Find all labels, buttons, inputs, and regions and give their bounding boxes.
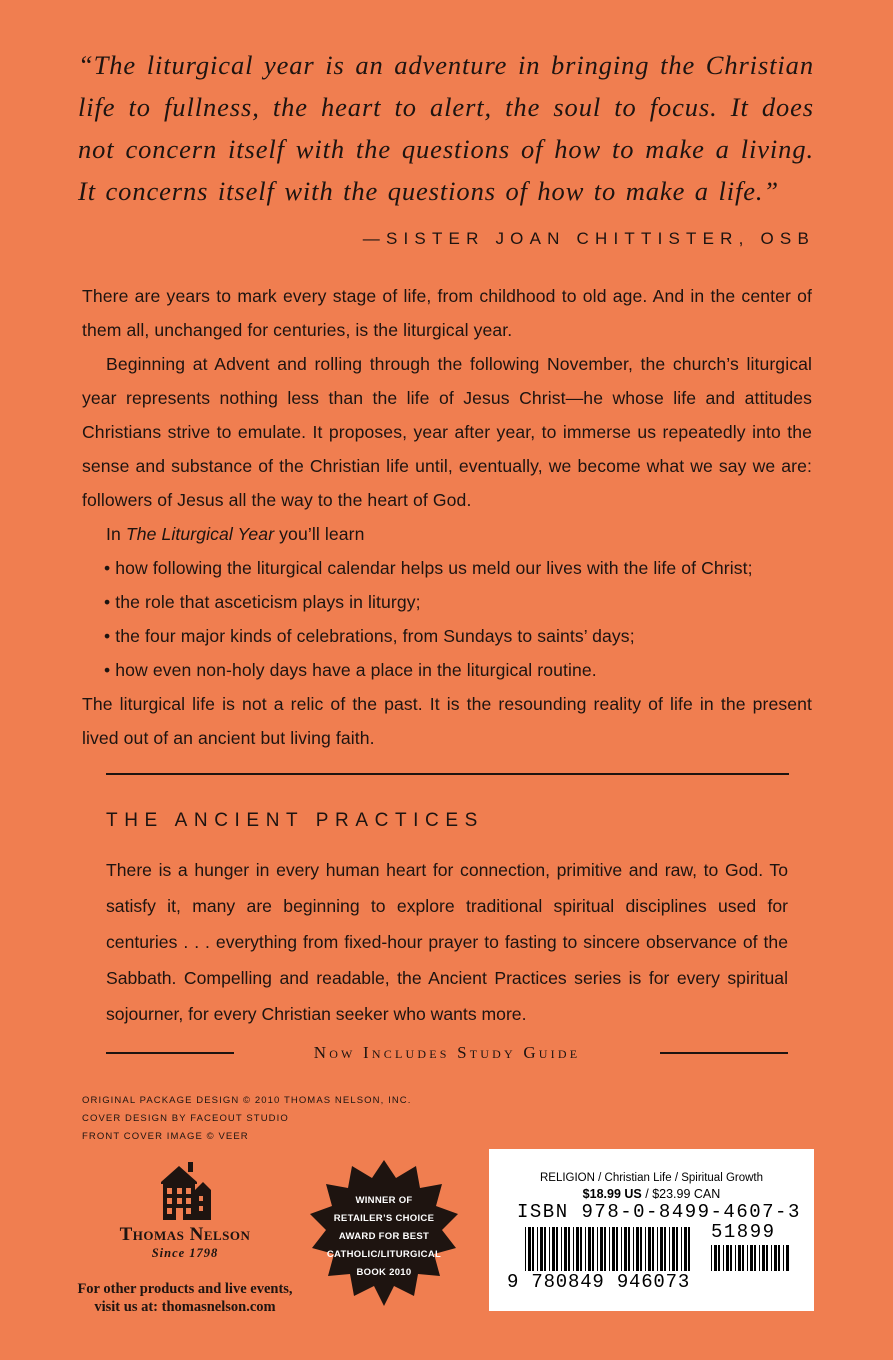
barcode-bar	[759, 1245, 760, 1271]
list-item: • how even non-holy days have a place in the liturgical routine.	[104, 653, 812, 687]
description-closing: The liturgical life is not a relic of the past. It is the resounding reality of life in the present lived out of an ancient but living faith.	[82, 694, 812, 748]
barcode-panel	[489, 1149, 814, 1311]
barcode-bar	[723, 1245, 724, 1271]
barcode-bar	[600, 1227, 603, 1271]
publisher-since: Since 1798	[151, 1246, 219, 1260]
barcode-bar	[528, 1227, 531, 1271]
barcode-bar	[730, 1245, 732, 1271]
barcode-bar	[762, 1245, 765, 1271]
barcode-bar	[621, 1227, 622, 1271]
barcode-bar	[597, 1227, 598, 1271]
price-line	[489, 1187, 814, 1201]
description-paragraph-1: There are years to mark every stage of life, from childhood to old age. And in the center of them all, unchanged for centuries, is the liturgical year.	[82, 286, 812, 340]
series-description: There is a hunger in every human heart for connection, primitive and raw, to God. To satisfy it, many are beginning to explore traditional spiritual disciplines used for centuries . . . everything from fixed-hour prayer to fasting to sincere observance of the Sabbath. Compelling and readable, the Ancient Practices series is for every spiritual sojourner, for every Christian seeker who wants more.	[106, 860, 788, 1024]
barcode-bar	[573, 1227, 574, 1271]
barcode-bar	[544, 1227, 546, 1271]
barcode-bar	[738, 1245, 741, 1271]
price-can: $23.99 CAN	[652, 1187, 721, 1201]
barcode-bar	[580, 1227, 582, 1271]
award-line: AWARD FOR BEST	[338, 1231, 430, 1242]
divider	[106, 773, 789, 775]
barcode-bar	[612, 1227, 615, 1271]
barcode-bar	[628, 1227, 630, 1271]
credit-line: FRONT COVER IMAGE © VEER	[82, 1131, 249, 1142]
award-text	[306, 1192, 462, 1282]
barcode-bar	[771, 1245, 772, 1271]
barcode-bar	[525, 1227, 526, 1271]
barcode-bar	[537, 1227, 538, 1271]
visit-url[interactable]: visit us at: thomasnelson.com	[94, 1299, 276, 1315]
study-guide-banner	[106, 1040, 788, 1066]
barcode-bar	[585, 1227, 586, 1271]
barcode-bar	[652, 1227, 654, 1271]
thomas-nelson-house-logo-icon	[155, 1160, 215, 1222]
barcode-bar	[604, 1227, 606, 1271]
barcode-bar	[640, 1227, 642, 1271]
list-item: • the four major kinds of celebrations, from Sundays to saints’ days;	[104, 619, 812, 653]
learn-intro-suffix: you’ll learn	[279, 524, 365, 544]
barcode-bar	[766, 1245, 768, 1271]
design-credits	[82, 1092, 411, 1146]
credit-line: ORIGINAL PACKAGE DESIGN © 2010 THOMAS NELSON, INC.	[82, 1095, 412, 1106]
barcode-bar	[561, 1227, 562, 1271]
barcode-bar	[742, 1245, 744, 1271]
barcode-bar	[711, 1245, 712, 1271]
learn-list	[82, 551, 812, 687]
barcode-bar	[568, 1227, 570, 1271]
award-line: BOOK 2010	[356, 1267, 412, 1278]
barcode-bar	[540, 1227, 543, 1271]
barcode-bar	[681, 1227, 682, 1271]
award-badge	[306, 1160, 462, 1312]
barcode-bar	[735, 1245, 736, 1271]
quote-attribution: —SISTER JOAN CHITTISTER, OSB	[362, 229, 815, 248]
award-line: RETAILER’S CHOICE	[333, 1213, 435, 1224]
barcode-bar	[592, 1227, 594, 1271]
barcode-bar	[636, 1227, 639, 1271]
barcode-bar	[783, 1245, 784, 1271]
ean-number: 9 780849 946073	[507, 1271, 691, 1293]
barcode-bar	[564, 1227, 567, 1271]
barcode-bar	[532, 1227, 534, 1271]
barcode-bar	[726, 1245, 729, 1271]
barcode-bar	[750, 1245, 753, 1271]
price-separator: /	[645, 1187, 649, 1201]
barcode-bar	[718, 1245, 720, 1271]
divider	[660, 1052, 788, 1054]
barcode-bar	[609, 1227, 610, 1271]
book-description	[82, 279, 812, 755]
bisac-category: RELIGION / Christian Life / Spiritual Growth	[539, 1172, 764, 1184]
barcode-bar	[549, 1227, 550, 1271]
award-line: WINNER OF	[355, 1195, 413, 1206]
barcode-bar	[576, 1227, 579, 1271]
barcode-bar	[624, 1227, 627, 1271]
publisher-block	[70, 1160, 300, 1316]
study-guide-label: Now Includes Study Guide	[313, 1043, 581, 1062]
barcode-bar	[552, 1227, 555, 1271]
barcode-bar	[672, 1227, 675, 1271]
series-heading: THE ANCIENT PRACTICES	[106, 810, 484, 831]
description-paragraph-2: Beginning at Advent and rolling through the following November, the church’s liturgical year represents nothing less than the life of Jesus Christ—he whose life and attitudes Christians strive to emulate. It proposes, year after year, to immerse us repeatedly into the sense and substance of the Christian life until, eventually, we become what we say we are: followers of Jesus all the way to the heart of God.	[82, 354, 812, 510]
divider	[106, 1052, 234, 1054]
publisher-name: Thomas Nelson	[119, 1224, 251, 1245]
pull-quote: “The liturgical year is an adventure in bringing the Christian life to fullness, the heart to alert, the soul to focus. It does not concern itself with the questions of how to make a living. It concerns itself with the questions of how to make a life.”	[78, 50, 814, 206]
barcode-bar	[684, 1227, 687, 1271]
barcode-bar	[714, 1245, 717, 1271]
barcode-bar	[664, 1227, 666, 1271]
barcode-bar	[633, 1227, 634, 1271]
barcode-bar	[747, 1245, 748, 1271]
barcode-bar	[688, 1227, 690, 1271]
barcode-bar	[754, 1245, 756, 1271]
barcode-bar	[676, 1227, 678, 1271]
credit-line: COVER DESIGN BY FACEOUT STUDIO	[82, 1113, 289, 1124]
list-item: • how following the liturgical calendar helps us meld our lives with the life of Christ;	[104, 551, 812, 585]
list-item: • the role that asceticism plays in liturgy;	[104, 585, 812, 619]
learn-intro	[82, 517, 812, 551]
price-addon-number: 51899	[711, 1221, 776, 1243]
barcode-bar	[657, 1227, 658, 1271]
barcode-bar	[645, 1227, 646, 1271]
barcode-bar	[648, 1227, 651, 1271]
visit-line: For other products and live events,	[77, 1281, 293, 1297]
publisher-visit	[70, 1280, 300, 1316]
barcode-bar	[556, 1227, 558, 1271]
barcode-bar	[778, 1245, 780, 1271]
isbn-number: ISBN 978-0-8499-4607-3	[517, 1201, 801, 1223]
price-us: $18.99 US	[582, 1187, 642, 1201]
barcode-bar	[588, 1227, 591, 1271]
barcode-bar	[669, 1227, 670, 1271]
barcode-bar	[660, 1227, 663, 1271]
book-title: The Liturgical Year	[125, 524, 275, 544]
barcode-bar	[616, 1227, 618, 1271]
award-line: CATHOLIC/LITURGICAL	[326, 1249, 442, 1260]
learn-intro-prefix: In	[106, 524, 121, 544]
barcode-bar	[786, 1245, 789, 1271]
barcode-bar	[774, 1245, 777, 1271]
